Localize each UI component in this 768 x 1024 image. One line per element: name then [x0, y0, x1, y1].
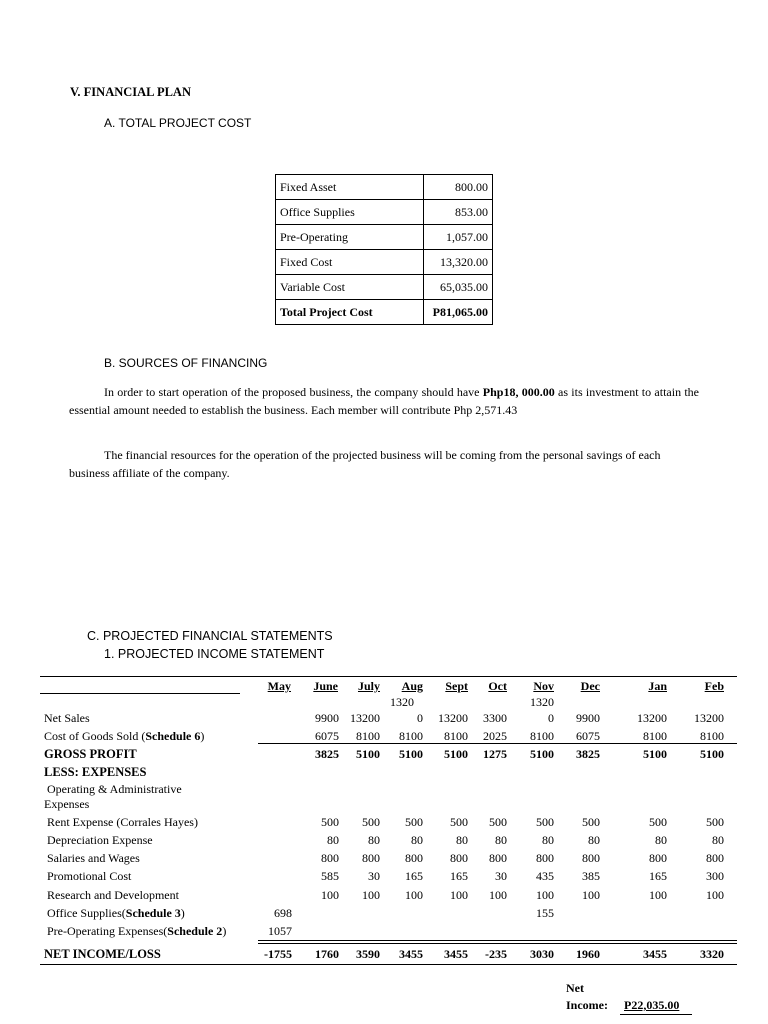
- value-rent: 500: [405, 815, 423, 829]
- value-depr: 80: [495, 833, 507, 847]
- value-net: 3455: [444, 947, 468, 961]
- cost-label: Fixed Cost: [276, 250, 424, 275]
- value-cogs: 8100: [356, 729, 380, 743]
- month-header: Dec: [580, 679, 600, 693]
- total-value: P81,065.00: [424, 300, 493, 325]
- value-promo: 165: [405, 869, 423, 883]
- cost-value: 65,035.00: [424, 275, 493, 300]
- value-net: 3455: [399, 947, 423, 961]
- month-header: June: [313, 679, 338, 693]
- value-salaries: 800: [582, 851, 600, 865]
- value-promo: 165: [450, 869, 468, 883]
- cost-value: 1,057.00: [424, 225, 493, 250]
- preop-close: ): [222, 924, 227, 938]
- net-income-label-1: Net: [566, 981, 584, 995]
- value-net-sales: 13200: [350, 711, 380, 725]
- value-preop: 1057: [268, 924, 292, 938]
- cost-label: Office Supplies: [276, 200, 424, 225]
- value-depr: 80: [712, 833, 724, 847]
- row-label-operating-admin-2: Expenses: [44, 797, 90, 811]
- sources-of-financing-heading: B. SOURCES OF FINANCING: [104, 356, 268, 370]
- projected-statements-heading: C. PROJECTED FINANCIAL STATEMENTS: [87, 629, 333, 643]
- value-promo: 435: [536, 869, 554, 883]
- value-rent: 500: [649, 815, 667, 829]
- total-row: [276, 300, 493, 325]
- value-rent: 500: [362, 815, 380, 829]
- value-net-sales: 13200: [637, 711, 667, 725]
- value-net-sales: 0: [417, 711, 423, 725]
- value-cogs: 6075: [315, 729, 339, 743]
- net-income-label-2: Income:: [566, 998, 608, 1012]
- value-net-sales: 13200: [438, 711, 468, 725]
- row-label-operating-admin: Operating & Administrative: [47, 782, 182, 796]
- value-net-sales: 13200: [694, 711, 724, 725]
- para1-text-end: as its investment to attain the essential amount needed to establish the business. Each member will contribute Php 2,571.43: [69, 385, 700, 417]
- value-cogs: 8100: [700, 729, 724, 743]
- value-net: 3030: [530, 947, 554, 961]
- row-label-rent: Rent Expense (Corrales Hayes): [47, 815, 198, 829]
- row-label-office-supplies: [47, 906, 185, 920]
- month-header: Sept: [445, 679, 468, 693]
- value-net: 3455: [643, 947, 667, 961]
- value-promo: 165: [649, 869, 667, 883]
- value-rent: 500: [706, 815, 724, 829]
- value-net: 1960: [576, 947, 600, 961]
- value-gross: 1275: [483, 747, 507, 761]
- office-label-text: Office Supplies(: [47, 906, 126, 920]
- row-label-promotional: Promotional Cost: [47, 869, 132, 883]
- value-gross: 3825: [576, 747, 600, 761]
- value-depr: 80: [411, 833, 423, 847]
- value-net-sales: 0: [548, 711, 554, 725]
- value-depr: 80: [588, 833, 600, 847]
- value-rnd: 100: [450, 888, 468, 902]
- total-project-cost-heading: A. TOTAL PROJECT COST: [104, 116, 252, 130]
- value-salaries: 800: [536, 851, 554, 865]
- value-depr: 80: [655, 833, 667, 847]
- row-label-gross-profit: GROSS PROFIT: [44, 747, 137, 761]
- cost-label: Variable Cost: [276, 275, 424, 300]
- value-depr: 80: [456, 833, 468, 847]
- header-underline-rule: [40, 693, 240, 694]
- table-row: [276, 250, 493, 275]
- value-promo: 385: [582, 869, 600, 883]
- office-schedule: Schedule 3: [125, 906, 181, 920]
- value-rnd: 100: [362, 888, 380, 902]
- value-gross: 5100: [356, 747, 380, 761]
- value-cogs: 8100: [399, 729, 423, 743]
- net-income-top-rule-1: [258, 940, 737, 941]
- financing-paragraph-1: [69, 383, 699, 419]
- value-gross: 3825: [315, 747, 339, 761]
- value-rent: 500: [489, 815, 507, 829]
- month-header: Oct: [488, 679, 507, 693]
- table-row: [276, 200, 493, 225]
- nov-carry-value: 1320: [530, 695, 554, 709]
- cost-value: 13,320.00: [424, 250, 493, 275]
- gross-profit-rule: [258, 743, 737, 744]
- net-income-top-rule-2: [258, 943, 737, 944]
- table-bottom-rule: [40, 964, 737, 965]
- total-project-cost-table: [275, 174, 493, 325]
- cogs-schedule: Schedule 6: [145, 729, 201, 743]
- value-gross: 5100: [444, 747, 468, 761]
- financing-paragraph-2: The financial resources for the operation of the projected business will be coming from the personal savings of each business affiliate of the company.: [69, 448, 661, 480]
- cost-value: 800.00: [424, 175, 493, 200]
- value-rnd: 100: [582, 888, 600, 902]
- section-title: V. FINANCIAL PLAN: [70, 85, 191, 99]
- value-cogs: 6075: [576, 729, 600, 743]
- value-rent: 500: [536, 815, 554, 829]
- row-label-less-expenses: LESS: EXPENSES: [44, 765, 147, 779]
- value-rnd: 100: [489, 888, 507, 902]
- value-gross: 5100: [530, 747, 554, 761]
- value-office: 698: [274, 906, 292, 920]
- preop-schedule: Schedule 2: [167, 924, 223, 938]
- value-promo: 30: [495, 869, 507, 883]
- value-office: 155: [536, 906, 554, 920]
- value-net-sales: 3300: [483, 711, 507, 725]
- value-salaries: 800: [405, 851, 423, 865]
- month-header: Nov: [533, 679, 554, 693]
- row-label-depreciation: Depreciation Expense: [47, 833, 153, 847]
- value-rnd: 100: [536, 888, 554, 902]
- value-net-sales: 9900: [315, 711, 339, 725]
- value-salaries: 800: [706, 851, 724, 865]
- net-income-total: P22,035.00: [624, 998, 680, 1012]
- value-depr: 80: [327, 833, 339, 847]
- office-close: ): [180, 906, 185, 920]
- value-cogs: 2025: [483, 729, 507, 743]
- value-cogs: 8100: [643, 729, 667, 743]
- value-rent: 500: [321, 815, 339, 829]
- row-label-research: Research and Development: [47, 888, 179, 902]
- table-top-rule: [40, 676, 737, 677]
- value-net: -1755: [264, 947, 292, 961]
- month-header: Jan: [648, 679, 667, 693]
- cost-value: 853.00: [424, 200, 493, 225]
- value-promo: 300: [706, 869, 724, 883]
- cost-label: Pre-Operating: [276, 225, 424, 250]
- value-rent: 500: [582, 815, 600, 829]
- value-salaries: 800: [489, 851, 507, 865]
- row-label-pre-operating: [47, 924, 226, 938]
- value-promo: 30: [368, 869, 380, 883]
- cost-label: Fixed Asset: [276, 175, 424, 200]
- income-statement-heading: 1. PROJECTED INCOME STATEMENT: [104, 647, 325, 661]
- row-label-salaries: Salaries and Wages: [47, 851, 140, 865]
- header-underline-mark: _: [146, 681, 152, 695]
- value-depr: 80: [368, 833, 380, 847]
- month-header: Feb: [704, 679, 724, 693]
- row-label-net-sales: Net Sales: [44, 711, 90, 725]
- table-row: [276, 175, 493, 200]
- value-rnd: 100: [706, 888, 724, 902]
- preop-label-text: Pre-Operating Expenses(: [47, 924, 168, 938]
- value-cogs: 8100: [530, 729, 554, 743]
- value-gross: 5100: [700, 747, 724, 761]
- value-net-sales: 9900: [576, 711, 600, 725]
- value-net: -235: [485, 947, 507, 961]
- aug-carry-value: 1320: [390, 695, 414, 709]
- value-net: 3320: [700, 947, 724, 961]
- table-row: [276, 275, 493, 300]
- value-rnd: 100: [405, 888, 423, 902]
- month-header: July: [357, 679, 380, 693]
- value-gross: 5100: [643, 747, 667, 761]
- month-header: May: [267, 679, 291, 693]
- row-label-net-income: NET INCOME/LOSS: [44, 947, 161, 961]
- row-label-cogs: [44, 729, 204, 743]
- table-row: [276, 225, 493, 250]
- value-salaries: 800: [362, 851, 380, 865]
- total-label: Total Project Cost: [276, 300, 424, 325]
- value-rent: 500: [450, 815, 468, 829]
- value-salaries: 800: [649, 851, 667, 865]
- value-rnd: 100: [321, 888, 339, 902]
- cogs-close: ): [200, 729, 205, 743]
- month-header: Aug: [401, 679, 423, 693]
- value-depr: 80: [542, 833, 554, 847]
- value-rnd: 100: [649, 888, 667, 902]
- cogs-label-text: Cost of Goods Sold (: [44, 729, 146, 743]
- value-net: 1760: [315, 947, 339, 961]
- value-salaries: 800: [450, 851, 468, 865]
- value-promo: 585: [321, 869, 339, 883]
- value-net: 3590: [356, 947, 380, 961]
- investment-amount: Php18, 000.00: [482, 385, 555, 399]
- net-income-double-underline: [620, 1014, 692, 1015]
- value-gross: 5100: [399, 747, 423, 761]
- para1-text: In order to start operation of the proposed business, the company should have: [104, 385, 483, 399]
- value-salaries: 800: [321, 851, 339, 865]
- value-cogs: 8100: [444, 729, 468, 743]
